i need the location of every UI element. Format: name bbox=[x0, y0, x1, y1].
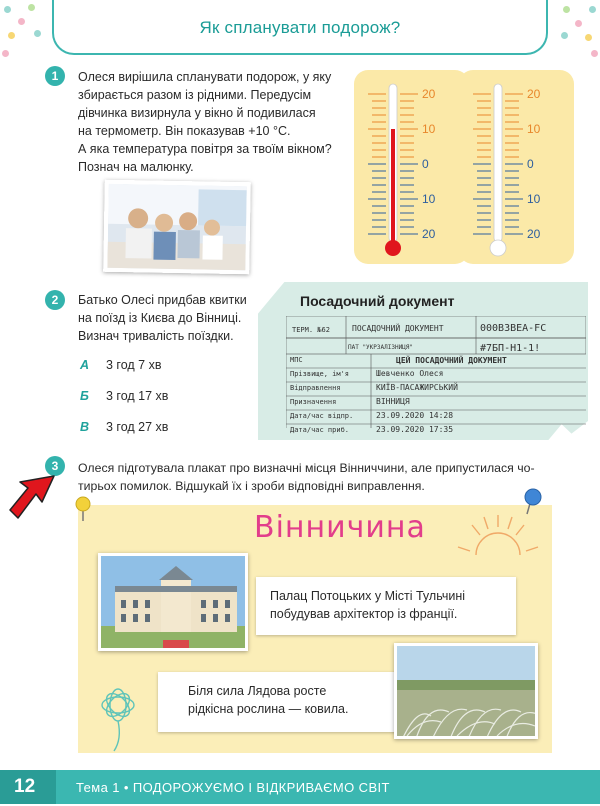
task1-line: на термометр. Він показував +10 °С. bbox=[78, 124, 291, 138]
task2-line: Батько Олесі придбав квитки bbox=[78, 293, 247, 307]
ticket-doc: ПОСАДОЧНИЙ ДОКУМЕНТ bbox=[352, 324, 444, 333]
thermometer-2-tube bbox=[494, 84, 502, 242]
footer-topic: Тема 1 • ПОДОРОЖУЄМО І ВІДКРИВАЄМО СВІТ bbox=[76, 780, 390, 795]
ticket-row-key: Призначення bbox=[290, 398, 337, 406]
poster-card-1 bbox=[256, 577, 516, 635]
scale-label: 10 bbox=[422, 122, 436, 136]
option-text: 3 год 7 хв bbox=[106, 358, 162, 372]
scale-label: 0 bbox=[527, 157, 534, 171]
yellow-pushpin-icon bbox=[72, 496, 94, 522]
page-title: Як спланувати подорож? bbox=[199, 18, 401, 37]
ticket-row-key: Прізвище, ім'я bbox=[290, 370, 350, 378]
poster-card-2 bbox=[158, 672, 404, 732]
task-number-2: 2 bbox=[45, 290, 65, 310]
task1-line: Олеся вирішила спланувати подорож, у яку bbox=[78, 70, 332, 84]
ticket-code: 000ВЗВЕА-FC bbox=[480, 323, 547, 334]
ticket-row-key: Дата/час відпр. bbox=[290, 412, 354, 420]
thermometer-1-bulb bbox=[385, 240, 401, 256]
scale-label: 20 bbox=[422, 227, 436, 241]
task-number-1: 1 bbox=[45, 66, 65, 86]
poster-card-2-line: Біля сила Лядова росте bbox=[188, 684, 327, 698]
task3-text bbox=[78, 459, 558, 495]
ticket-row-value: 23.09.2020 14:28 bbox=[376, 411, 454, 420]
scale-label: 10 bbox=[422, 192, 436, 206]
task2-line: на поїзд із Києва до Вінниці. bbox=[78, 311, 242, 325]
ticket-doc2: ЦЕЙ ПОСАДОЧНИЙ ДОКУМЕНТ bbox=[396, 356, 507, 365]
ticket-train: #7БП-Н1-1! bbox=[480, 343, 541, 354]
task2-line: Визнач тривалість поїздки. bbox=[78, 329, 234, 343]
task3-line: Олеся підготувала плакат про визначні місця Вінниччини, але припустилася чо- bbox=[78, 461, 535, 475]
family-photo bbox=[103, 180, 251, 275]
ticket-row-key: Відправлення bbox=[290, 384, 341, 392]
ticket-term: ТЕРМ. №62 bbox=[292, 326, 330, 334]
blue-pushpin-icon bbox=[521, 488, 545, 516]
poster-card-1-line: Палац Потоцьких у Місті Тульчині bbox=[270, 589, 466, 603]
ticket-title: Посадочний документ bbox=[300, 293, 455, 309]
task1-line: збирається разом із рідними. Передусім bbox=[78, 88, 312, 102]
scale-label: 10 bbox=[527, 192, 541, 206]
feather-grass-photo bbox=[394, 643, 538, 739]
thermometer-2-bulb bbox=[490, 240, 506, 256]
potocki-palace-photo bbox=[98, 553, 248, 651]
flower-doodle-icon bbox=[102, 689, 134, 751]
task3-line: тирьох помилок. Відшукай їх і зроби відповідні виправлення. bbox=[78, 479, 425, 493]
ticket-row-key: Дата/час приб. bbox=[290, 426, 350, 434]
task1-line: Познач на малюнку. bbox=[78, 160, 194, 174]
ticket-row-value: 23.09.2020 17:35 bbox=[376, 425, 454, 434]
page-number: 12 bbox=[14, 776, 36, 797]
sun-doodle-icon bbox=[458, 515, 538, 555]
vinnytsia-poster bbox=[78, 505, 552, 753]
thermometer-2[interactable] bbox=[459, 70, 574, 264]
option-text: 3 год 27 хв bbox=[106, 420, 169, 434]
scale-label: 10 bbox=[527, 122, 541, 136]
ticket-company: ПАТ "УКРЗАЛІЗНИЦЯ" bbox=[348, 344, 414, 351]
ticket-row-value: КИЇВ-ПАСАЖИРСЬКИЙ bbox=[376, 383, 458, 392]
scale-label: 20 bbox=[527, 227, 541, 241]
footer-bar bbox=[0, 770, 600, 804]
option-text: 3 год 17 хв bbox=[106, 389, 169, 403]
red-arrow-icon bbox=[6, 472, 58, 524]
task2-text bbox=[78, 291, 268, 345]
scale-label: 0 bbox=[422, 157, 429, 171]
poster-card-1-line: побудував архітектор із франції. bbox=[270, 607, 458, 621]
poster-card-2-line: рідкісна рослина — ковила. bbox=[188, 702, 349, 716]
task1-text bbox=[78, 68, 348, 176]
page-header bbox=[52, 0, 548, 55]
ticket-row-value: Шевченко Олеся bbox=[376, 369, 444, 378]
thermometer-1[interactable] bbox=[354, 70, 469, 264]
task-number-3: 3 bbox=[45, 456, 65, 476]
scale-label: 20 bbox=[422, 87, 436, 101]
scale-label: 20 bbox=[527, 87, 541, 101]
task1-line: А яка температура повітря за твоїм вікном? bbox=[78, 142, 332, 156]
option-letter: В bbox=[80, 420, 90, 434]
task1-line: дівчинка визирнула у вікно й подивилася bbox=[78, 106, 316, 120]
ticket-row-value: ВІННИЦЯ bbox=[376, 397, 410, 406]
poster-title: Вінничина bbox=[254, 510, 426, 545]
ticket-mps: МПС bbox=[290, 356, 303, 364]
option-letter: А bbox=[80, 358, 90, 372]
thermometer-1-mercury bbox=[391, 129, 395, 249]
option-letter: Б bbox=[80, 389, 89, 403]
